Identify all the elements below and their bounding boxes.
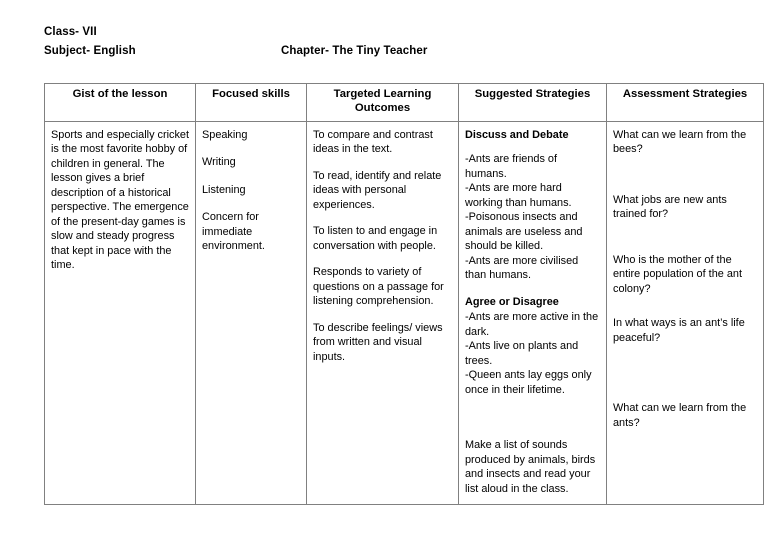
column-header-focused-skills: Focused skills [196, 84, 307, 122]
header-line-subject-chapter [44, 45, 734, 64]
strategy-spacer [465, 409, 601, 438]
cell-suggested-strategies [459, 121, 607, 504]
column-header-gist: Gist of the lesson [45, 84, 196, 122]
assessment-question: Who is the mother of the entire population of the ant colony? [613, 253, 742, 295]
focused-skill-item: Listening [202, 183, 246, 196]
cell-focused-skills [196, 121, 307, 504]
learning-outcome-item: To listen to and engage in conversation with people. [313, 225, 438, 252]
focused-skill-item: Writing [202, 156, 236, 169]
focused-skill-item: Concern for immediate environment. [202, 211, 265, 253]
class-label: Class- VII [44, 26, 97, 38]
document-header [44, 26, 734, 64]
focused-skill-item: Speaking [202, 128, 248, 141]
discuss-and-debate-heading: Discuss and Debate [465, 128, 569, 141]
table-row [45, 121, 764, 504]
cell-gist [45, 121, 196, 504]
agree-or-disagree-points [465, 310, 601, 397]
discuss-point: -Poisonous insects and animals are useless and should be killed. [465, 211, 583, 253]
cell-learning-outcomes [307, 121, 459, 504]
assessment-question: What can we learn from the bees? [613, 128, 747, 156]
learning-outcome-item: To compare and contrast ideas in the text. [313, 128, 433, 156]
header-line-class [44, 26, 734, 45]
agree-or-disagree-heading: Agree or Disagree [465, 295, 559, 308]
discuss-point: -Ants are more hard working than humans. [465, 182, 572, 209]
discuss-point: -Ants are friends of humans. [465, 153, 558, 180]
column-header-assessment-strategies: Assessment Strategies [607, 84, 764, 122]
chapter-label: Chapter- The Tiny Teacher [281, 45, 428, 57]
discuss-and-debate-points [465, 152, 601, 283]
assessment-question: What can we learn from the ants? [613, 402, 747, 429]
cell-assessment-strategies [607, 121, 764, 504]
column-header-suggested-strategies: Suggested Strategies [459, 84, 607, 122]
agree-point: -Ants live on plants and trees. [465, 340, 579, 367]
question-spacer [613, 345, 758, 381]
subject-label: Subject- English [44, 45, 136, 57]
learning-outcome-item: Responds to variety of questions on a passage for listening comprehension. [313, 266, 444, 308]
gist-paragraph: Sports and especially cricket is the most favorite hobby of children in general. The lesson gives a brief description of a historical perspective. The emergence of the present-day games is slow and steady progress that kept in pace with the time. [51, 128, 190, 272]
learning-outcome-item: To read, identify and relate ideas with personal experiences. [313, 169, 442, 211]
agree-point: -Queen ants lay eggs only once in their lifetime. [465, 369, 592, 396]
column-header-learning-outcomes: Targeted Learning Outcomes [307, 84, 459, 122]
question-spacer [613, 222, 758, 253]
lesson-plan-table [44, 83, 764, 505]
table-header-row [45, 84, 764, 122]
question-spacer [613, 296, 758, 316]
agree-point: -Ants are more active in the dark. [465, 311, 599, 338]
question-spacer [613, 381, 758, 401]
learning-outcome-item: To describe feelings/ views from written and visual inputs. [313, 321, 443, 363]
discuss-point: -Ants are more civilised than humans. [465, 254, 579, 282]
assessment-question: What jobs are new ants trained for? [613, 193, 727, 221]
assessment-question: In what ways is an ant’s life peaceful? [613, 317, 745, 344]
question-spacer [613, 157, 758, 193]
activity-instruction: Make a list of sounds produced by animals, birds and insects and read your list aloud in the class. [465, 439, 596, 495]
